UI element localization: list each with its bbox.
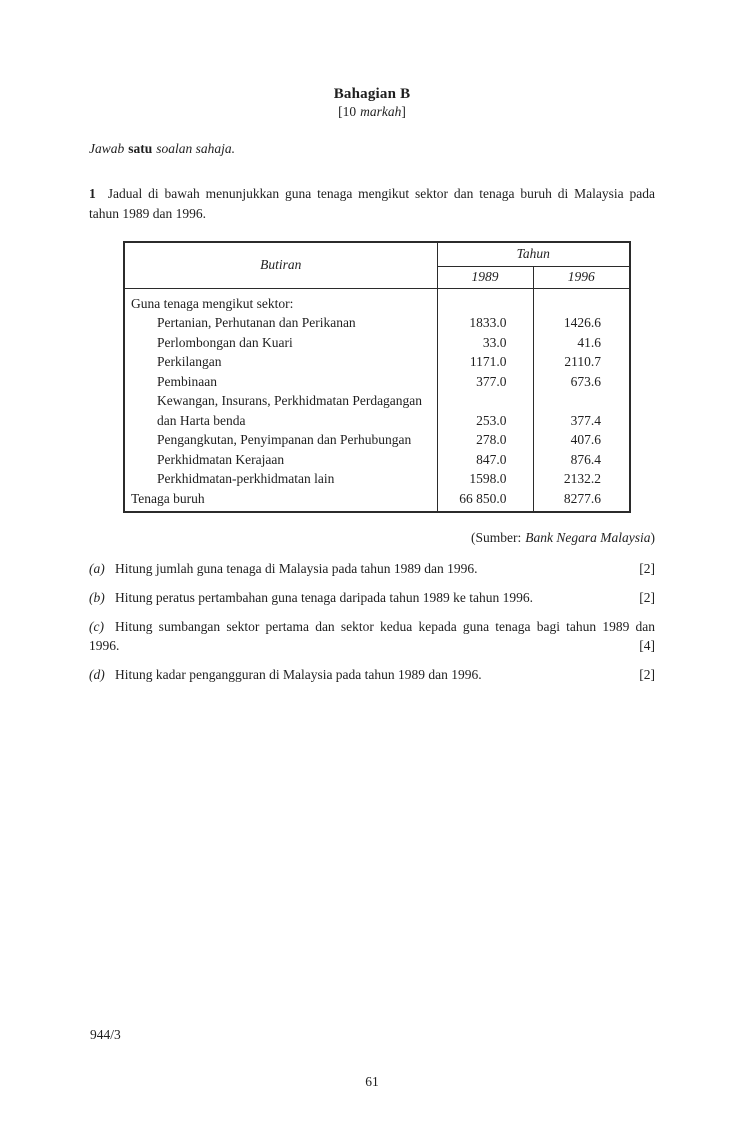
table-row (124, 489, 630, 513)
table-row (124, 313, 630, 333)
row-value-1996: 673.6 (570, 373, 601, 389)
row-label: Pembinaan (124, 372, 437, 392)
question-a-letter: (a) (89, 561, 105, 576)
employment-data-table (123, 241, 631, 513)
row-label: Pengangkutan, Penyimpanan dan Perhubungan (124, 430, 437, 450)
source-attribution (89, 530, 655, 546)
question-a (89, 559, 655, 578)
table-row (124, 372, 630, 392)
section-title: Bahagian B (333, 86, 411, 102)
instruction-word-satu: satu (128, 141, 153, 156)
question-intro (89, 184, 655, 224)
question-a-body (89, 559, 478, 578)
question-number: 1 (89, 186, 96, 201)
question-d-text: Hitung kadar pengangguran di Malaysia pada tahun 1989 dan 1996. (115, 667, 482, 682)
question-d-marks: [2] (639, 667, 655, 682)
page-number: 61 (365, 1074, 379, 1089)
row-value-1989: 1598.0 (437, 469, 533, 489)
row-value-1989: 377.0 (437, 372, 533, 392)
question-c-text-cont: 1996. (89, 638, 120, 653)
row-value-1996: 876.4 (570, 451, 601, 467)
question-c-line1 (89, 617, 655, 636)
instruction-word-soalan: soalan sahaja. (156, 141, 236, 156)
table-row (124, 333, 630, 353)
row-value-1989: 1833.0 (437, 313, 533, 333)
question-b (89, 588, 655, 607)
row-value-1989: 66 850.0 (437, 489, 533, 513)
question-b-text: Hitung peratus pertambahan guna tenaga daripada tahun 1989 ke tahun 1996. (115, 590, 533, 605)
marks-prefix: [10 (338, 104, 357, 119)
section-marks (89, 104, 655, 120)
row-value-1989: 253.0 (437, 391, 533, 430)
question-c (89, 617, 655, 655)
question-c-letter: (c) (89, 619, 104, 634)
row-value-1989: 1171.0 (437, 352, 533, 372)
row-label: Perkhidmatan Kerajaan (124, 450, 437, 470)
row-value-1996: 407.6 (570, 432, 601, 447)
row-label: Perkhidmatan-perkhidmatan lain (124, 469, 437, 489)
question-list (89, 559, 655, 684)
row-value-1996: 8277.6 (563, 490, 601, 506)
table-row (124, 450, 630, 470)
row-value-1996: 1426.6 (563, 315, 601, 330)
question-intro-line2: tahun 1989 dan 1996. (89, 206, 206, 221)
question-d (89, 665, 655, 684)
row-label: Perkilangan (124, 352, 437, 372)
table-row (124, 391, 630, 430)
row-label: Perlombongan dan Kuari (124, 333, 437, 353)
table-row (124, 469, 630, 489)
exam-document-page (0, 86, 744, 1138)
question-intro-text: Jadual di bawah menunjukkan guna tenaga mengikut sektor dan tenaga buruh di Malaysia pada (107, 186, 655, 201)
table-row (124, 352, 630, 372)
instruction-word-jawab: Jawab (89, 141, 125, 156)
row-value-1989: 33.0 (437, 333, 533, 353)
source-suffix: ) (650, 530, 655, 545)
row-value-1996: 377.4 (570, 412, 601, 428)
question-d-letter: (d) (89, 667, 105, 682)
source-name: Bank Negara Malaysia (525, 530, 651, 545)
column-header-1996: 1996 (533, 266, 630, 288)
row-value-1989: 847.0 (437, 450, 533, 470)
row-value-1996 (533, 288, 630, 313)
table-row (124, 430, 630, 450)
row-value-1989: 278.0 (437, 430, 533, 450)
marks-word: markah (360, 104, 402, 119)
question-d-body (89, 665, 482, 684)
row-value-1996: 2132.2 (563, 471, 601, 486)
question-c-marks: [4] (639, 638, 655, 653)
column-header-1989: 1989 (437, 266, 533, 288)
row-value-1996: 41.6 (577, 334, 601, 350)
row-label: Pertanian, Perhutanan dan Perikanan (124, 313, 437, 333)
question-c-text: Hitung sumbangan sektor pertama dan sektor kedua kepada guna tenaga bagi tahun 1989 dan (115, 619, 655, 634)
paper-code: 944/3 (90, 1027, 121, 1042)
question-b-marks: [2] (639, 590, 655, 605)
source-prefix: (Sumber: (471, 530, 522, 545)
row-label: Tenaga buruh (124, 489, 437, 513)
row-label: Kewangan, Insurans, Perkhidmatan Perdagangan dan Harta benda (124, 391, 437, 430)
row-value-1996: 2110.7 (564, 354, 601, 369)
question-a-text: Hitung jumlah guna tenaga di Malaysia pada tahun 1989 dan 1996. (115, 561, 478, 576)
marks-suffix: ] (401, 104, 406, 119)
row-value-1989 (437, 288, 533, 313)
question-b-letter: (b) (89, 590, 105, 605)
table-row (124, 288, 630, 313)
table-header-row-1 (124, 242, 630, 266)
question-intro-line1 (89, 184, 655, 204)
page-content (0, 86, 744, 684)
question-a-marks: [2] (639, 561, 655, 576)
answer-instruction (89, 141, 655, 157)
question-b-body (89, 588, 533, 607)
question-c-line2 (89, 636, 655, 655)
column-header-tahun: Tahun (437, 242, 630, 266)
row-label: Guna tenaga mengikut sektor: (124, 288, 437, 313)
column-header-butiran: Butiran (124, 242, 437, 288)
